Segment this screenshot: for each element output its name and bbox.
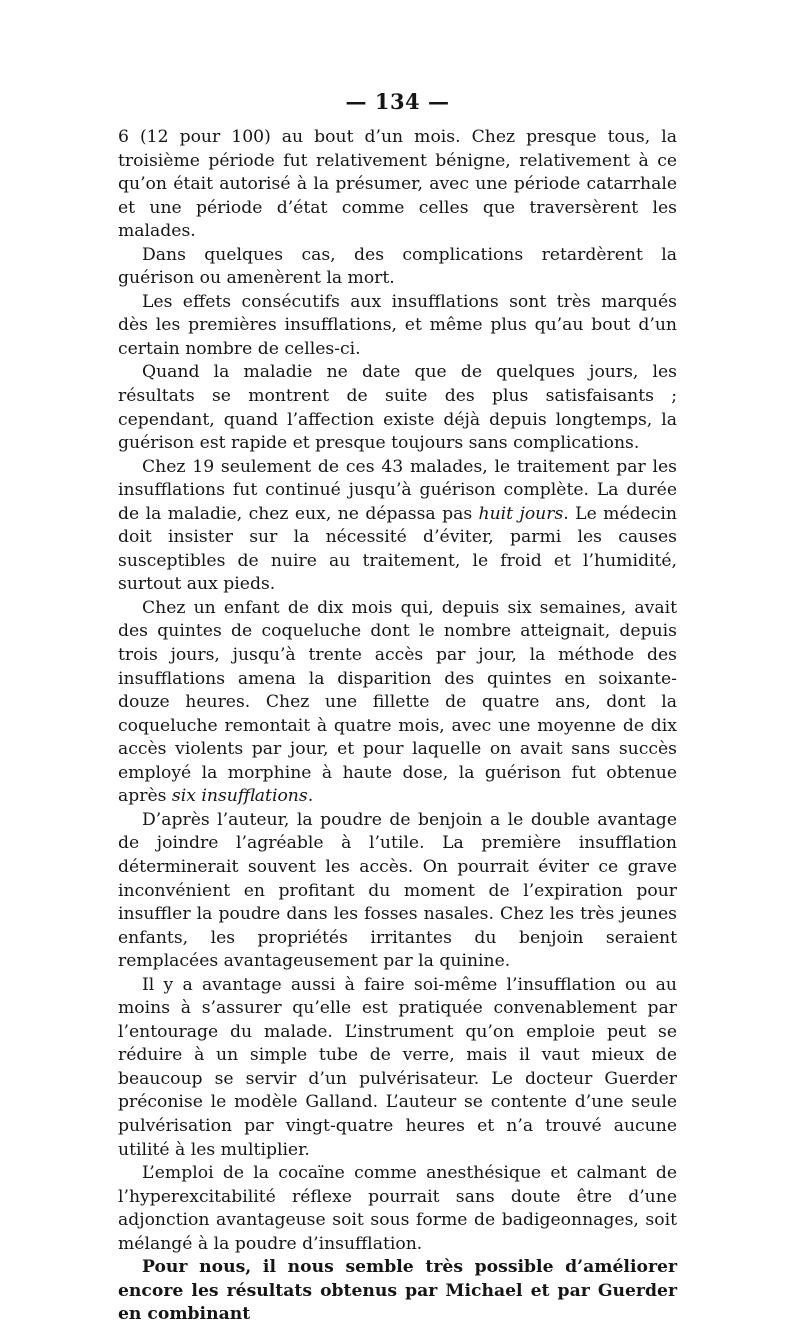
paragraph <box>118 809 677 974</box>
paragraph-text: Chez 19 seulement de ces 43 malades, le traitement par les insufflations fut continué jusqu’à guérison complète. La durée de la maladie, chez eux, ne dépassa pas <box>118 456 677 524</box>
italic-text: six insufflations <box>171 786 308 807</box>
paragraph <box>118 1162 677 1256</box>
page-number: — 134 — <box>345 89 450 114</box>
paragraph <box>118 597 677 809</box>
paragraph-text: 6 (12 pour 100) au bout d’un mois. Chez presque tous, la troisième période fut relativement bénigne, relativement à ce qu’on était autorisé à la présumer, avec une période catarrhale et une période d’état comme celles que traversèrent les malades. <box>118 127 677 242</box>
paragraph <box>118 291 677 362</box>
book-page <box>118 82 677 1327</box>
paragraph-text: Chez un enfant de dix mois qui, depuis six semaines, avait des quintes de coqueluche dont le nombre atteignait, depuis trois jours, jusqu’à trente accès par jour, la méthode des insufflations amena la disparition des quintes en soixante-douze heures. Chez une fillette de quatre ans, dont la coqueluche remontait à quatre mois, avec une moyenne de dix accès violents par jour, et pour laquelle on avait sans succès employé la morphine à haute dose, la guérison fut obtenue après <box>118 597 677 807</box>
paragraph <box>118 244 677 291</box>
page-body-text <box>118 126 677 1327</box>
paragraph-text: D’après l’auteur, la poudre de benjoin a le double avantage de joindre l’agréable à l’utile. La première insufflation déterminerait souvent les accès. On pourrait éviter ce grave inconvénient en profitant du moment de l’expiration pour insuffler la poudre dans les fosses nasales. Chez les très jeunes enfants, les propriétés irritantes du benjoin seraient remplacées avantageusement par la quinine. <box>118 809 677 972</box>
paragraph-text: L’emploi de la cocaïne comme anesthésique et calmant de l’hyperexcitabilité réflexe pourrait sans doute être d’une adjonction avantageuse soit sous forme de badigeonnages, soit mélangé à la poudre d’insufflation. <box>118 1163 677 1254</box>
italic-text: huit jours <box>478 503 564 524</box>
paragraph <box>118 456 677 597</box>
paragraph-text: . <box>307 786 314 807</box>
paragraph <box>118 1256 677 1327</box>
paragraph-text: Il y a avantage aussi à faire soi-même l’insufflation ou au moins à s’assurer qu’elle est pratiquée convenablement par l’entourage du malade. L’instrument qu’on emploie peut se réduire à un simple tube de verre, mais il vaut mieux de beaucoup se servir d’un pulvérisateur. Le docteur Guerder préconise le modèle Galland. L’auteur se contente d’une seule pulvérisation par vingt-quatre heures et n’a trouvé aucune utilité à les multiplier. <box>118 974 677 1160</box>
paragraph-text: Dans quelques cas, des complications retardèrent la guérison ou amenèrent la mort. <box>118 244 677 289</box>
paragraph-text: Les effets consécutifs aux insufflations sont très marqués dès les premières insufflations, et même plus qu’au bout d’un certain nombre de celles-ci. <box>118 291 677 359</box>
paragraph <box>118 974 677 1162</box>
paragraph <box>118 126 677 244</box>
paragraph <box>118 361 677 455</box>
paragraph-text: Quand la maladie ne date que de quelques jours, les résultats se montrent de suite des plus satisfaisants ; cependant, quand l’affection existe déjà depuis longtemps, la guérison est rapide et presque toujours sans complications. <box>118 362 677 454</box>
paragraph-text: . Le médecin doit insister sur la nécessité d’éviter, parmi les causes susceptibles de nuire au traitement, le froid et l’humidité, surtout aux pieds. <box>118 503 677 595</box>
paragraph-text: Pour nous, il nous semble très possible d’améliorer encore les résultats obtenus par Michael et par Guerder en combinant <box>118 1257 677 1325</box>
